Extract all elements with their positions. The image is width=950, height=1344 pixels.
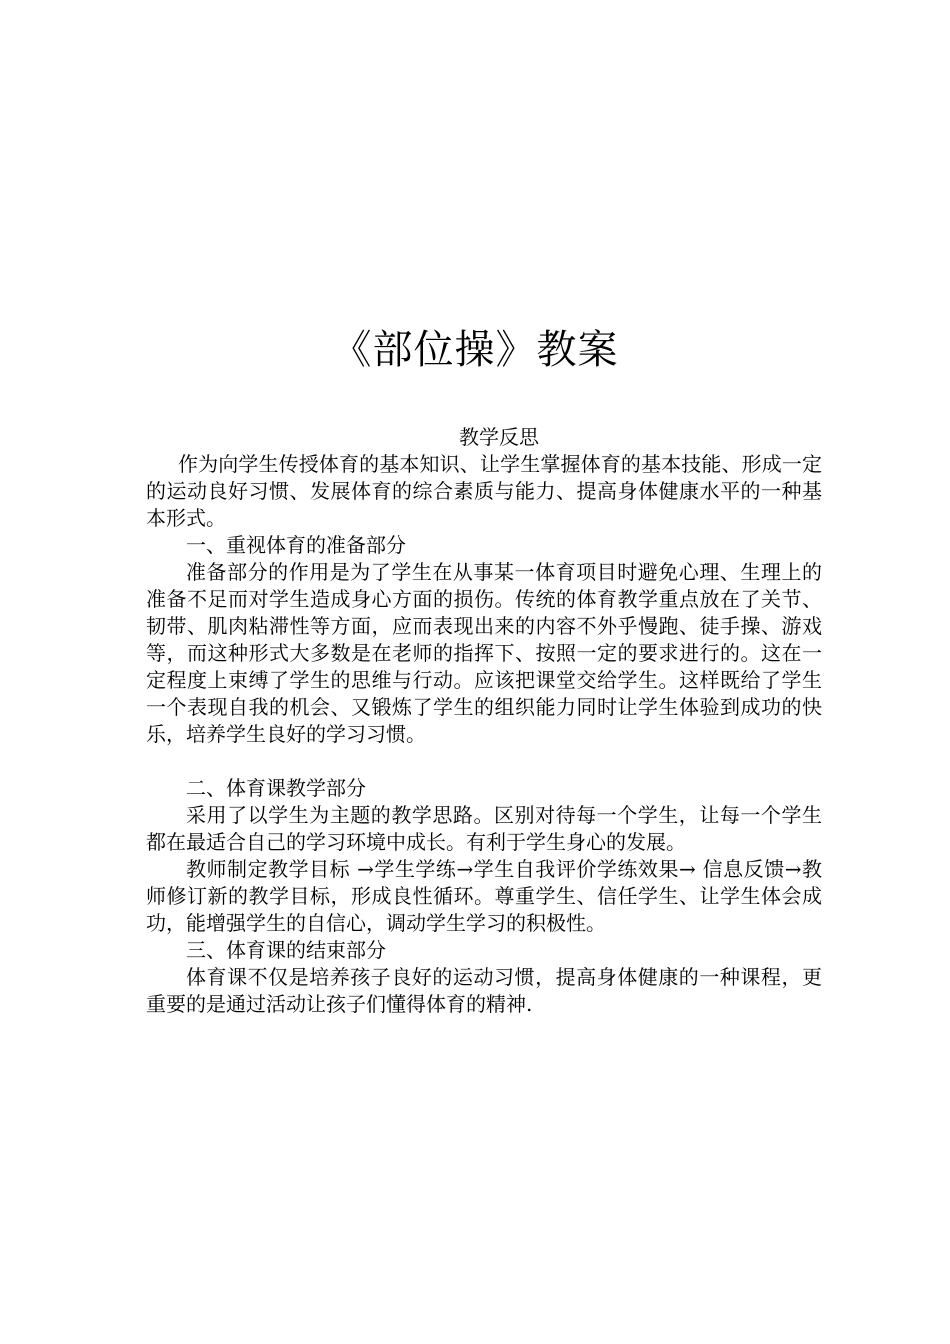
- document-body: [146, 424, 822, 1018]
- blank-line: [146, 748, 822, 775]
- section-3-paragraph-1: 体育课不仅是培养孩子良好的运动习惯，提高身体健康的一种课程，更重要的是通过活动让孩子们懂得体育的精神.: [146, 965, 822, 1016]
- section-heading-1: 一、重视体育的准备部分: [186, 533, 406, 557]
- intro-paragraph: 作为向学生传授体育的基本知识、让学生掌握体育的基本技能、形成一定的运动良好习惯、发展体育的综合素质与能力、提高身体健康水平的一种基本形式。: [146, 452, 822, 530]
- section-1-paragraph-1: 准备部分的作用是为了学生在从事某一体育项目时避免心理、生理上的准备不足而对学生造成身心方面的损伤。传统的体育教学重点放在了关节、韧带、肌肉粘滞性等方面，应而表现出来的内容不外乎慢跑、徒手操、游戏等，而这种形式大多数是在老师的指挥下、按照一定的要求进行的。这在一定程度上束缚了学生的思维与行动。应该把课堂交给学生。这样既给了学生一个表现自我的机会、又锻炼了学生的组织能力同时让学生体验到成功的快乐，培养学生良好的学习习惯。: [146, 560, 822, 746]
- document-subtitle: 教学反思: [459, 425, 539, 449]
- section-heading-2: 二、体育课教学部分: [186, 776, 366, 800]
- section-2-paragraph-2: 教师制定教学目标 →学生学练→学生自我评价学练效果→ 信息反馈→教师修订新的教学目标，形成良性循环。尊重学生、信任学生、让学生体会成功，能增强学生的自信心，调动学生学习的积极性。: [146, 857, 822, 935]
- section-2-paragraph-1: 采用了以学生为主题的教学思路。区别对待每一个学生，让每一个学生都在最适合自己的学习环境中成长。有利于学生身心的发展。: [146, 803, 822, 854]
- section-heading-3: 三、体育课的结束部分: [186, 938, 386, 962]
- document-title: 《部位操》教案: [331, 327, 619, 373]
